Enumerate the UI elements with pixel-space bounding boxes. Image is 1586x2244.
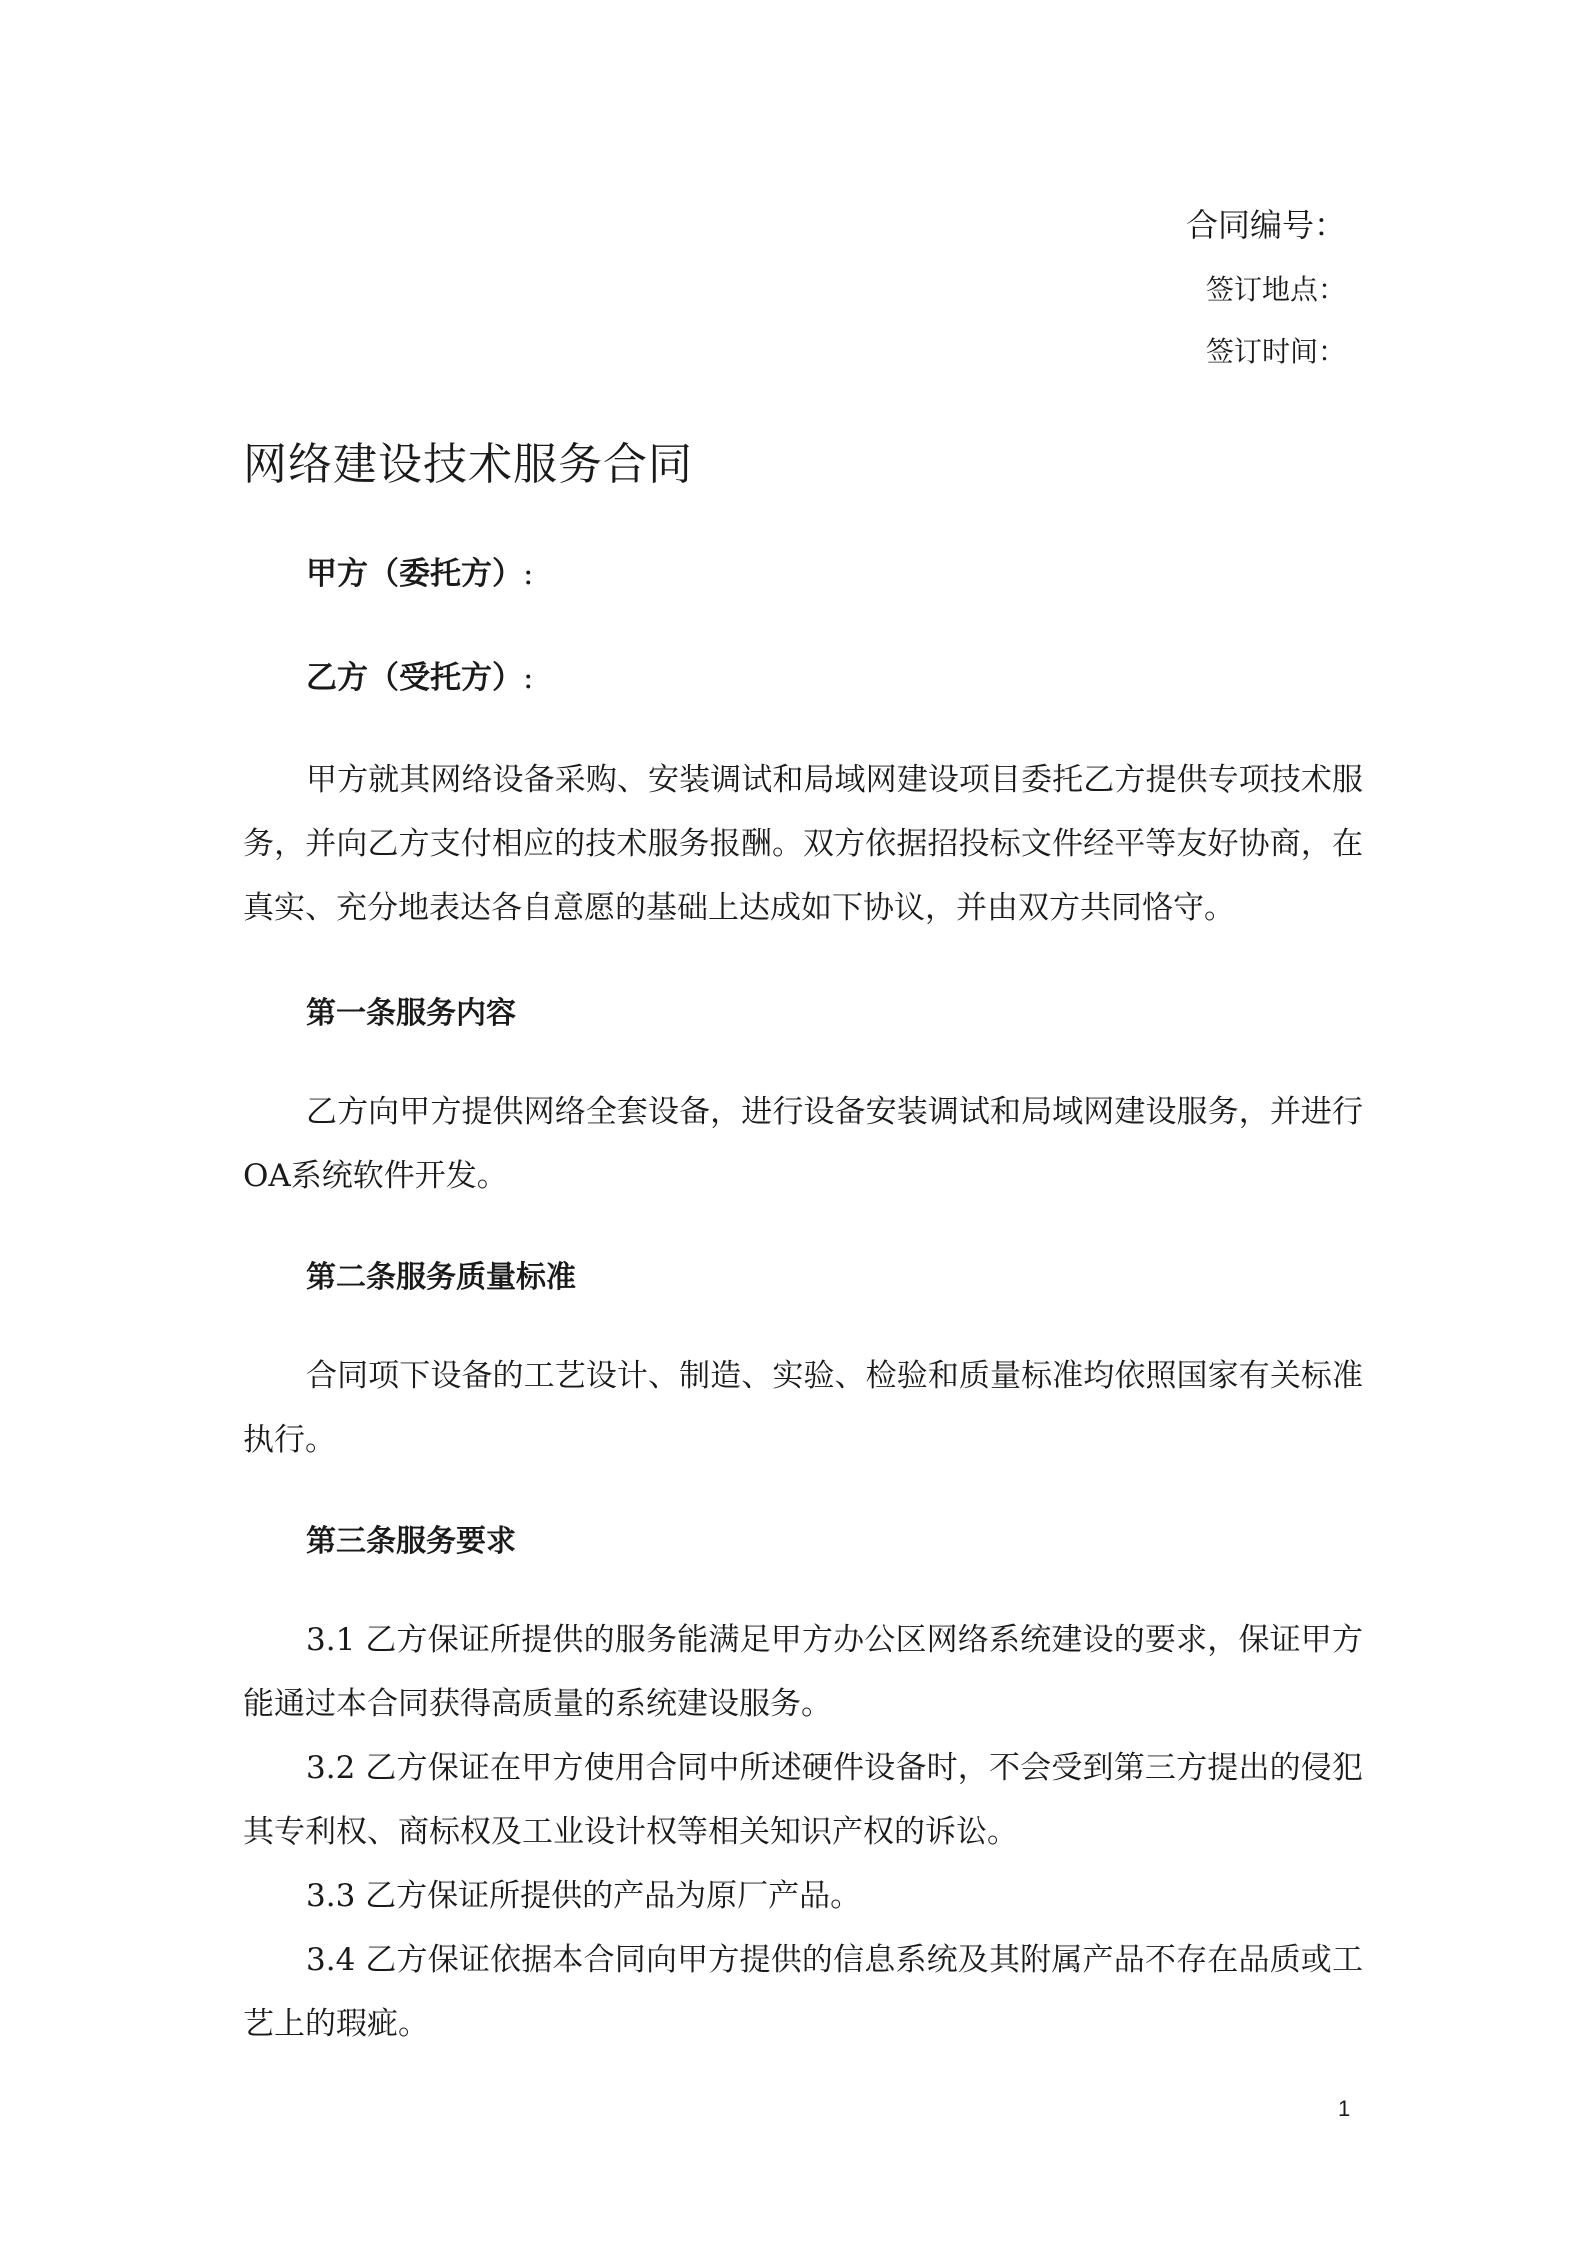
signing-place-label: 签订地点： (1205, 273, 1346, 306)
document-title: 网络建设技术服务合同 (243, 439, 693, 490)
party-a-colon: : (523, 556, 534, 592)
contract-number-label: 合同编号： (1185, 206, 1346, 244)
party-a-label: 甲方（委托方） (306, 556, 523, 592)
section-3-heading: 第三条服务要求 (306, 1524, 516, 1559)
page-number: 1 (1338, 2096, 1351, 2121)
party-b-label: 乙方（受托方） (306, 660, 523, 696)
section-1-body: 乙方向甲方提供网络全套设备，进行设备安装调试和局域网建设服务，并进行OA系统软件开发。 (243, 1094, 1363, 1194)
party-b-line (306, 652, 533, 697)
clause-3-3: 3.3 乙方保证所提供的产品为原厂产品。 (306, 1878, 862, 1914)
clause-3-4: 3.4 乙方保证依据本合同向甲方提供的信息系统及其附属产品不存在品质或工艺上的瑕疵。 (243, 1942, 1363, 2042)
section-1-heading: 第一条服务内容 (306, 996, 516, 1031)
intro-paragraph: 甲方就其网络设备采购、安装调试和局域网建设项目委托乙方提供专项技术服务，并向乙方支付相应的技术服务报酬。双方依据招投标文件经平等友好协商，在真实、充分地表达各自意愿的基础上达成如下协议，并由双方共同恪守。 (243, 762, 1363, 926)
party-a-line (306, 548, 533, 593)
party-b-colon: : (523, 660, 534, 696)
signing-time-label: 签订时间： (1205, 335, 1346, 368)
section-2-body: 合同项下设备的工艺设计、制造、实验、检验和质量标准均依照国家有关标准执行。 (243, 1358, 1363, 1458)
clause-3-2: 3.2 乙方保证在甲方使用合同中所述硬件设备时，不会受到第三方提出的侵犯其专利权、商标权及工业设计权等相关知识产权的诉讼。 (243, 1750, 1363, 1850)
clause-3-1: 3.1 乙方保证所提供的服务能满足甲方办公区网络系统建设的要求，保证甲方能通过本合同获得高质量的系统建设服务。 (243, 1622, 1363, 1722)
section-2-heading: 第二条服务质量标准 (306, 1260, 576, 1295)
